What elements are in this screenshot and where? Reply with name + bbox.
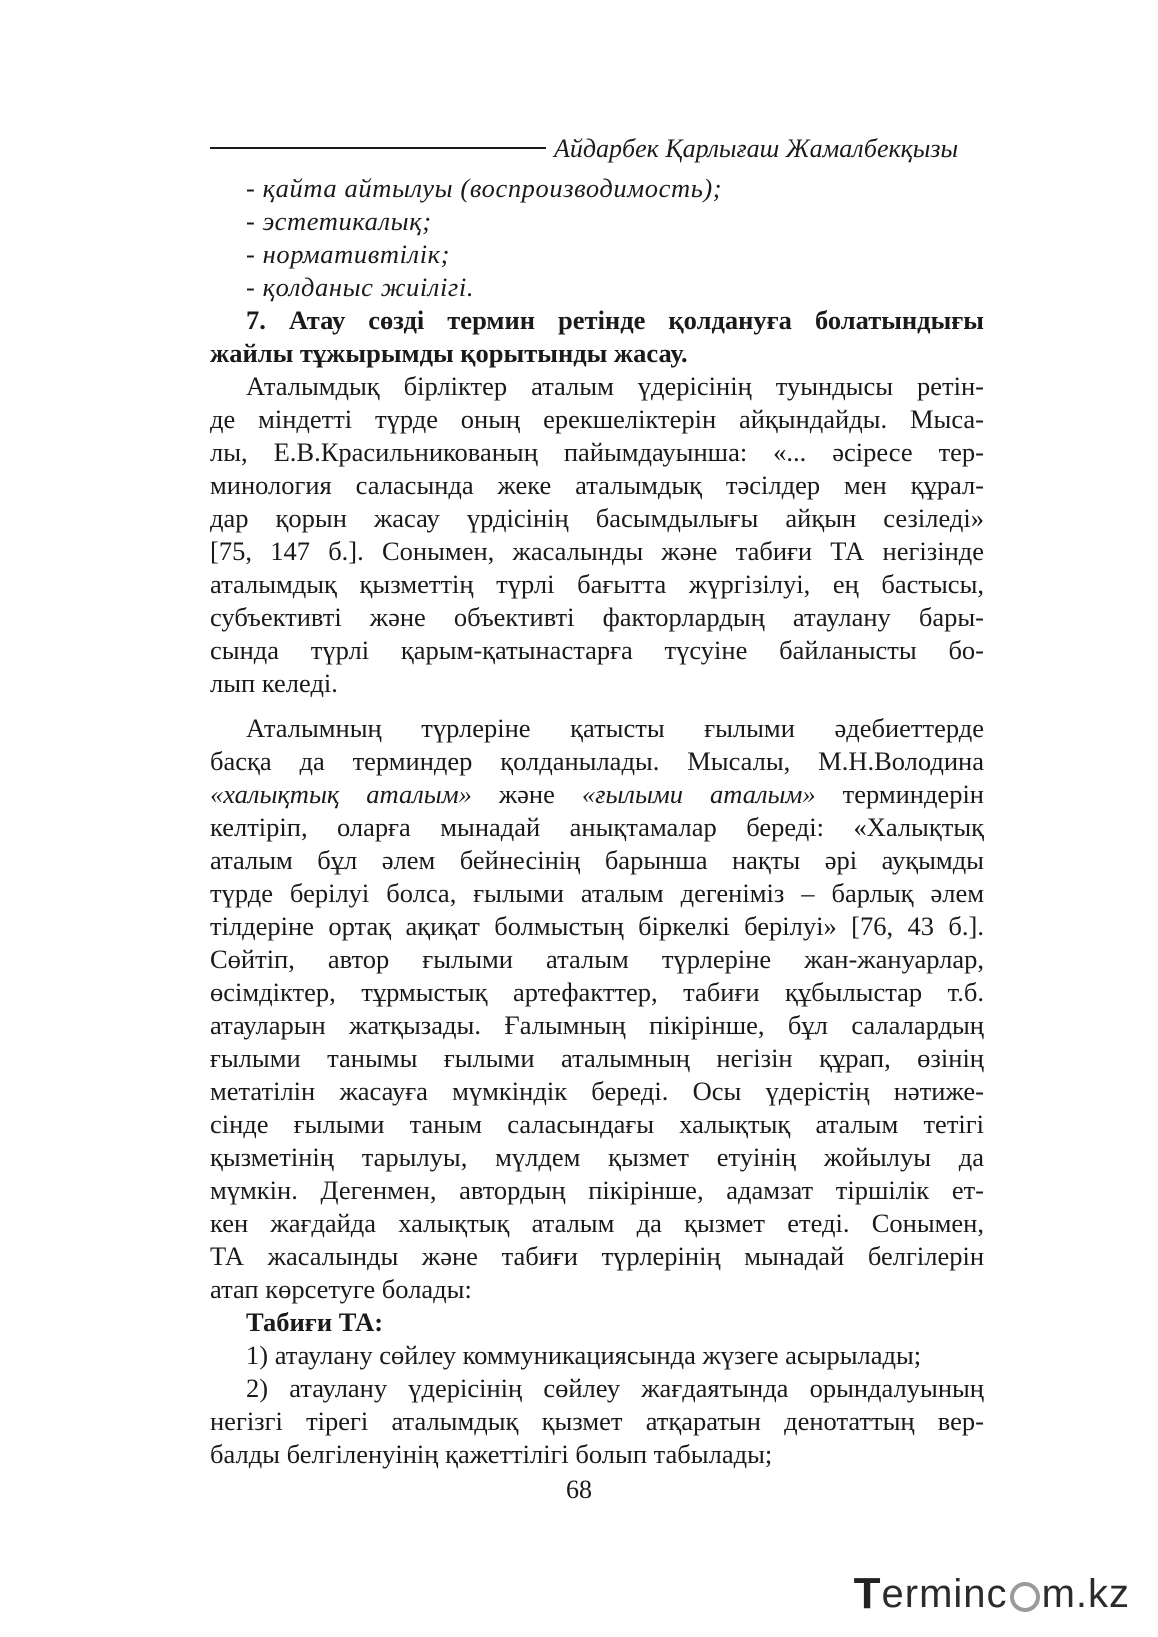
bullet-item [210,172,984,205]
text-line: ғылыми танымы ғылыми аталымның негізін құрап, өзінің [210,1043,984,1073]
text-line: тілдеріне ортақ ақиқат болмыстың біркелкі берілуі» [76, 43 б.]. [210,911,984,941]
text-line: атап көрсетуге болады: [210,1274,472,1304]
text-line: метатілін жасауға мүмкіндік береді. Осы үдерістің нәтиже- [210,1076,984,1106]
text-line: басқа да терминдер қолданылады. Мысалы, М.Н.Володина [210,746,984,776]
bullet-item [210,271,984,304]
text-line: мүмкін. Дегенмен, автордың пікірінше, адамзат тіршілік ет- [210,1175,984,1205]
bullet-item [210,238,984,271]
text-line: де міндетті түрде оның ерекшеліктерін айқындайды. Мыса- [210,404,984,434]
text-line: атауларын жатқызады. Ғалымның пікірінше, бұл салалардың [210,1010,984,1040]
text-fragment: терминдерін [815,779,984,809]
text-line: сінде ғылыми таным саласындағы халықтық аталым тетігі [210,1109,984,1139]
bullet-text: нормативтілік; [262,239,451,269]
text-line: [75, 147 б.]. Сонымен, жасалынды және табиғи ТА негізінде [210,536,984,566]
term-connector: және [471,779,582,809]
text-line: субъективті және объективті факторлардың атаулану бары- [210,602,984,632]
text-line: келтіріп, оларға мынадай анықтамалар береді: «Халықтық [210,812,984,842]
text-line: Сөйтіп, автор ғылыми аталым түрлеріне жан-жануарлар, [210,944,984,974]
header-rule [210,147,546,149]
watermark-text-end: m.kz [1041,1571,1130,1616]
text-line-with-terms [210,778,984,811]
page-body [210,130,984,1471]
bullet-dash: - [246,206,256,236]
text-line: сында түрлі қарым-қатынастарға түсуіне байланысты бо- [210,635,984,665]
text-line: дар қорын жасау үрдісінің басымдылығы айқын сезіледі» [210,503,984,533]
text-line: түрде берілуі болса, ғылыми аталым дегеніміз – барлық әлем [210,878,984,908]
italic-term: «ғылыми аталым» [581,779,816,809]
watermark-text: erminc [881,1571,1008,1616]
numbered-item-1: 1) атаулану сөйлеу коммуникациясында жүзеге асырылады; [246,1340,922,1370]
text-line: Аталымның түрлеріне қатысты ғылыми әдебиеттерде [246,713,984,743]
text-line: қызметінің тарылуы, мүлдем қызмет етуінің жойылуы да [210,1142,984,1172]
text-line: минология саласында жеке аталымдық тәсілдер мен құрал- [210,470,984,500]
paragraph-1 [210,370,984,700]
bullet-text: қолданыс жиілігі. [262,272,475,302]
bullet-text: қайта айтылуы (воспроизводимость); [262,173,723,203]
numbered-item-2-line: негізгі тірегі аталымдық қызмет атқаратын денотаттың вер- [210,1406,984,1436]
section-heading-line: 7. Атау сөзді термин ретінде қолдануға болатындығы [246,305,984,335]
text-line: аталым бұл әлем бейнесінің барынша нақты әрі ауқымды [210,845,984,875]
text-line: аталымдық қызметтің түрлі бағытта жүргізілуі, ең бастысы, [210,569,984,599]
italic-term: «халықтық аталым» [210,779,472,809]
text-line: өсімдіктер, тұрмыстық артефакттер, табиғи құбылыстар т.б. [210,977,984,1007]
text-line: Аталымдық бірліктер аталым үдерісінің туындысы ретін- [246,371,984,401]
subheading-text: Табиғи ТА: [246,1307,384,1337]
bullet-dash: - [246,173,256,203]
bullet-item [210,205,984,238]
numbered-item-2-line: балды белгіленуінің қажеттілігі болып табылады; [210,1439,773,1469]
watermark-o-circle-icon [1010,1582,1040,1612]
section-heading [210,304,984,370]
running-header [210,130,984,166]
bullet-list [210,172,984,304]
text-line: кен жағдайда халықтық аталым да қызмет етеді. Сонымен, [210,1208,984,1238]
section-heading-line: жайлы тұжырымды қорытынды жасау. [210,338,688,368]
header-author: Айдарбек Қарлығаш Жамалбекқызы [554,133,959,163]
bullet-text: эстетикалық; [262,206,432,236]
numbered-item-2-line: 2) атаулану үдерісінің сөйлеу жағдаятында орындалуының [246,1373,984,1403]
paragraph-2 [210,712,984,1306]
bullet-dash: - [246,272,256,302]
watermark-logo [854,1569,1130,1619]
bullet-dash: - [246,239,256,269]
text-line: лы, Е.В.Красильникованың пайымдауынша: «... әсіресе тер- [210,437,984,467]
numbered-items [210,1339,984,1471]
text-line: ТА жасалынды және табиғи түрлерінің мынадай белгілерін [210,1241,984,1271]
subheading [210,1306,984,1339]
page-number: 68 [566,1475,592,1504]
watermark-initial: T [853,1569,882,1618]
text-line: лып келеді. [210,668,338,698]
